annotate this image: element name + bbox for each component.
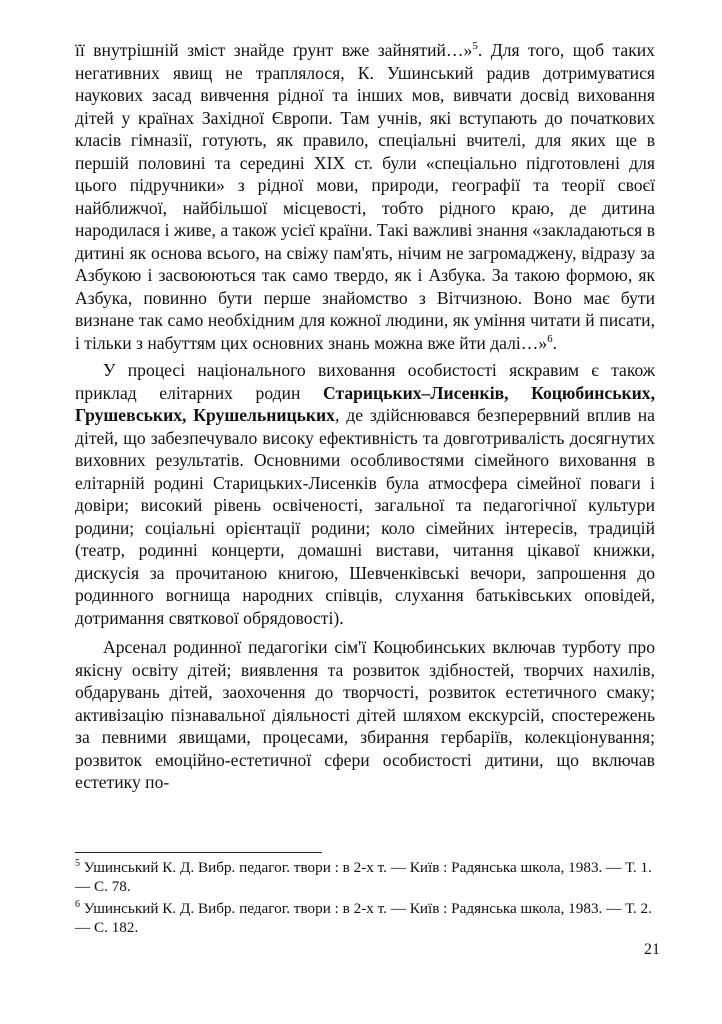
- paragraph-text: .: [552, 332, 558, 353]
- body-text: [75, 39, 655, 794]
- footnote-ref-5[interactable]: 5: [472, 40, 478, 53]
- footnotes: [75, 858, 655, 937]
- footnote-mark: 6: [75, 898, 80, 910]
- footnote-item: [75, 858, 655, 896]
- paragraph-elite-families: [75, 359, 655, 629]
- footnote-ref-6[interactable]: 6: [547, 332, 553, 345]
- paragraph-text: . Для того, щоб таких негативних явищ не траплялося, К. Ушинський радив дотримуватися наукових засад вивчення рідної та інших мов, вивчати досвід виховання дітей у країнах Західної Європи. Там учнів, які вступають до початкових класів гімназії, готують, як правило, спеціальні вчителі, для яких ще в першій половині та середині ХІХ ст. були «спеціально підготовлені для цього підручники» з рідної мови, природи, географії та теорії своєї найближчої, найбільшої місцевості, тобто рідного краю, де дитина народилася і живе, а також усієї країни. Такі важливі знання «закладаються в дитині як основа всього, на свіжу пам'ять, нічим не загромадженy, відразу за Азбукою і засвоюються так само твердо, як і Азбука. За такою формою, як Азбука, повинно бути перше знайомство з Вітчизною. Воно має бути визнане так само необхідним для кожної людини, як уміння читати й писати, і тільки з набуттям цих основних знань можна вже йти далі…»: [75, 40, 655, 353]
- footnote-text: Ушинський К. Д. Вибр. педагог. твори : в 2-х т. — Київ : Радянська школа, 1983. — Т. 1. — С. 78.: [75, 859, 652, 895]
- footnote-text: Ушинський К. Д. Вибр. педагог. твори : в 2-х т. — Київ : Радянська школа, 1983. — Т. 2. — С. 182.: [75, 900, 652, 936]
- paragraph-continuation: [75, 39, 655, 354]
- footnote-separator: [75, 852, 322, 853]
- footnote-item: [75, 899, 655, 937]
- page-number: 21: [644, 941, 660, 958]
- paragraph-text: У процесі національного виховання особистості яскравим є також приклад елітарних родин: [75, 360, 655, 403]
- paragraph-text: її внутрішній зміст знайде ґрунт вже зайнятий…»: [75, 40, 473, 60]
- family-names-bold: Старицьких–Лисенків, Коцюбинських, Грушевських, Крушельницьких: [75, 382, 655, 425]
- footnote-mark: 5: [75, 857, 80, 869]
- paragraph-text: , де здійснювався безперервний вплив на дітей, що забезпечувало високу ефективність та довготривалість досягнутих виховних результатів. Основними особливостями сімейного виховання в елітарній родині Старицьких-Лисенків була атмосфера сімейної поваги і довіри; високий рівень освіченості, загальної та педагогічної культури родини; соціальні орієнтації родини; коло сімейних інтересів, традицій (театр, родинні концерти, домашні вистави, читання цікавої книжки, дискусія за прочитаною книгою, Шевченківські вечори, запрошення до родинного вогнища народних співців, слухання батьківських оповідей, дотримання святкової обрядовості).: [75, 405, 655, 628]
- paragraph-kotsiubynsky: Арсенал родинної педагогіки сім'ї Коцюбинських включав турботу про якісну освіту дітей; виявлення та розвиток здібностей, творчих нахилів, обдарувань дітей, заохочення до творчості, розвиток естетичного смаку; активізацію пізнавальної діяльності дітей шляхом екскурсій, спостережень за певними явищами, процесами, збирання гербаріїв, колекціонування; розвиток емоційно-естетичної сфери особистості дитини, що включав естетику по-: [75, 637, 655, 792]
